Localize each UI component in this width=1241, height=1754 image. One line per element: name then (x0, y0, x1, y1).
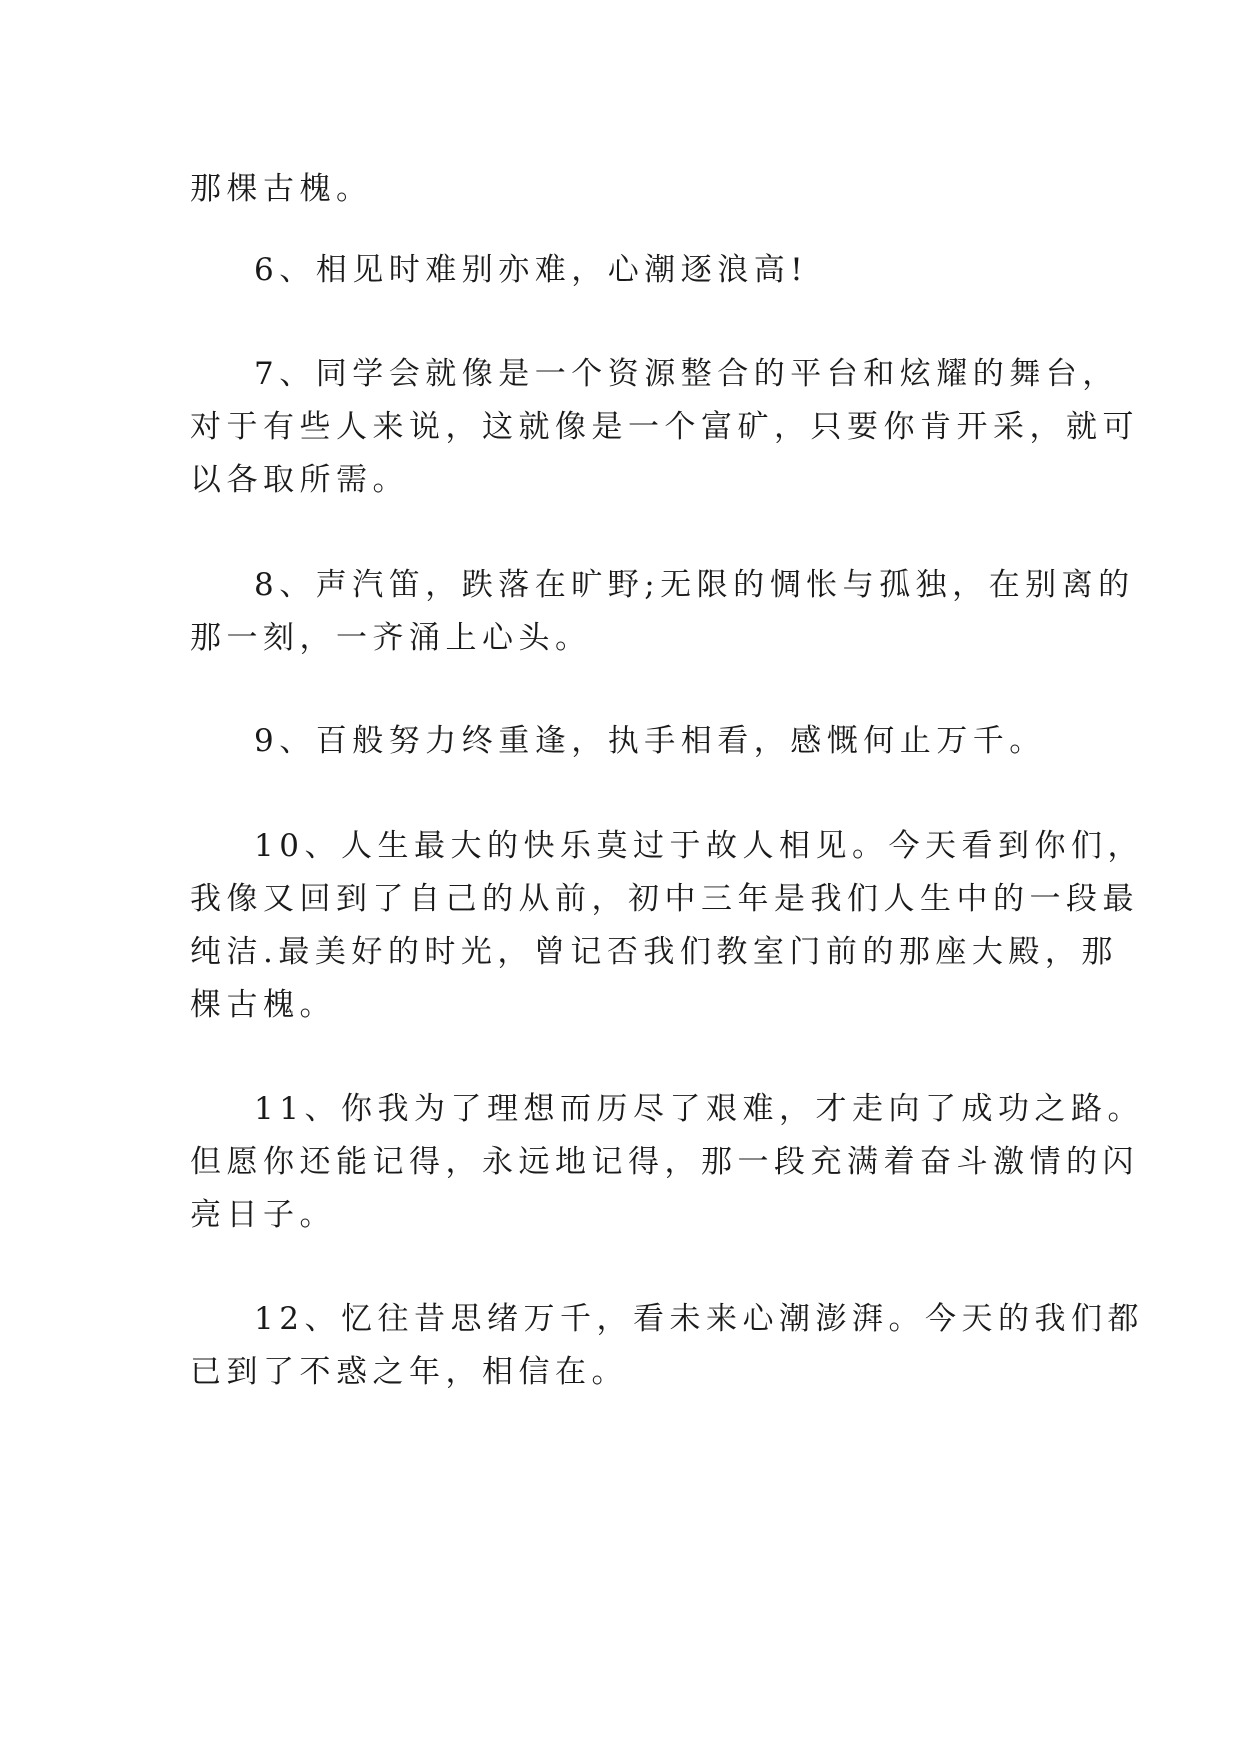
text-line: 我像又回到了自己的从前，初中三年是我们人生中的一段最 (190, 881, 1139, 917)
text-line: 棵古槐。 (190, 987, 336, 1023)
text-line: 但愿你还能记得，永远地记得，那一段充满着奋斗激情的闪 (190, 1144, 1139, 1180)
text-line: 亮日子。 (190, 1197, 336, 1233)
text-line: 已到了不惑之年，相信在。 (190, 1354, 628, 1390)
item-10: 10、人生最大的快乐莫过于故人相见。今天看到你们， (254, 828, 1144, 864)
item-12: 12、忆往昔思绪万千，看未来心潮澎湃。今天的我们都 (254, 1301, 1144, 1337)
item-9: 9、百般努力终重逢，执手相看，感慨何止万千。 (254, 723, 1046, 759)
item-11: 11、你我为了理想而历尽了艰难，才走向了成功之路。 (254, 1091, 1144, 1127)
text-line: 以各取所需。 (190, 462, 409, 498)
text-line: 那一刻，一齐涌上心头。 (190, 620, 592, 656)
item-6: 6、相见时难别亦难，心潮逐浪高! (254, 252, 809, 288)
text-line: 对于有些人来说，这就像是一个富矿，只要你肯开采，就可 (190, 409, 1139, 445)
text-line: 纯洁.最美好的时光，曾记否我们教室门前的那座大殿，那 (190, 934, 1118, 970)
item-7: 7、同学会就像是一个资源整合的平台和炫耀的舞台， (254, 356, 1119, 392)
text-line: 那棵古槐。 (190, 171, 373, 207)
item-8: 8、声汽笛，跌落在旷野;无限的惆怅与孤独，在别离的 (254, 567, 1135, 603)
